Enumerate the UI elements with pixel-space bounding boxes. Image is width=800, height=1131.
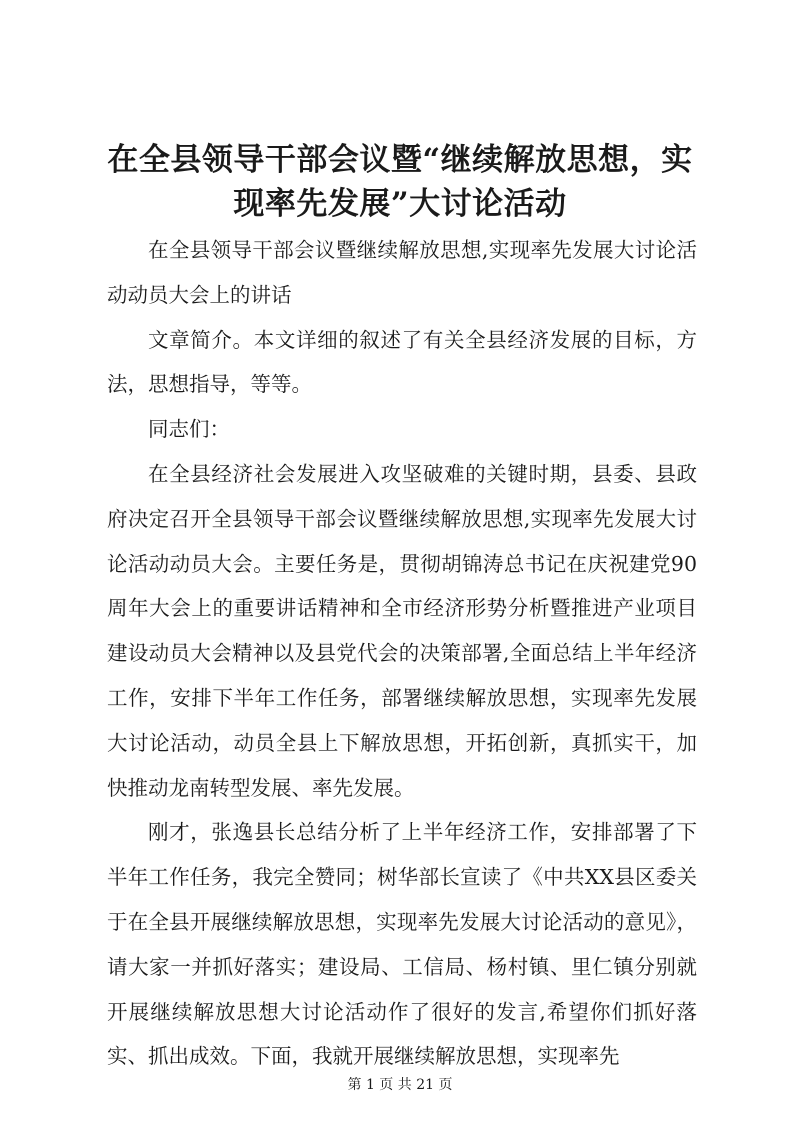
paragraph-summary: 文章简介。本文详细的叙述了有关全县经济发展的目标，方法，思想指导，等等。 bbox=[107, 327, 697, 397]
page-number: 第 1 页 共 21 页 bbox=[347, 1077, 453, 1093]
document-body bbox=[107, 228, 697, 1079]
paragraph-subtitle: 在全县领导干部会议暨继续解放思想,实现率先发展大讨论活动动员大会上的讲话 bbox=[107, 238, 697, 307]
paragraph-body-1: 在全县经济社会发展进入攻坚破难的关键时期，县委、县政府决定召开全县领导干部会议暨继续解放思想,实现率先发展大讨论活动动员大会。主要任务是，贯彻胡锦涛总书记在庆祝建党90周年大会上的重要讲话精神和全市经济形势分析暨推进产业项目建设动员大会精神以及县党代会的决策部署,全面总结上半年经济工作，安排下半年工作任务，部署继续解放思想，实现率先发展大讨论活动，动员全县上下解放思想，开拓创新，真抓实干，加快推动龙南转型发展、率先发展。 bbox=[107, 461, 697, 800]
paragraph-salutation: 同志们： bbox=[148, 417, 230, 442]
document-title: 在全县领导干部会议暨“继续解放思想，实现率先发展”大讨论活动 bbox=[107, 142, 693, 222]
paragraph-body-2: 刚才，张逸县长总结分析了上半年经济工作，安排部署了下半年工作任务，我完全赞同；树华部长宣读了《中共XX县区委关于在全县开展继续解放思想，实现率先发展大讨论活动的意见》，请大家一并抓好落实；建设局、工信局、杨村镇、里仁镇分别就开展继续解放思想大讨论活动作了很好的发言,希望你们抓好落实、抓出成效。下面，我就开展继续解放思想，实现率先 bbox=[107, 820, 697, 1069]
